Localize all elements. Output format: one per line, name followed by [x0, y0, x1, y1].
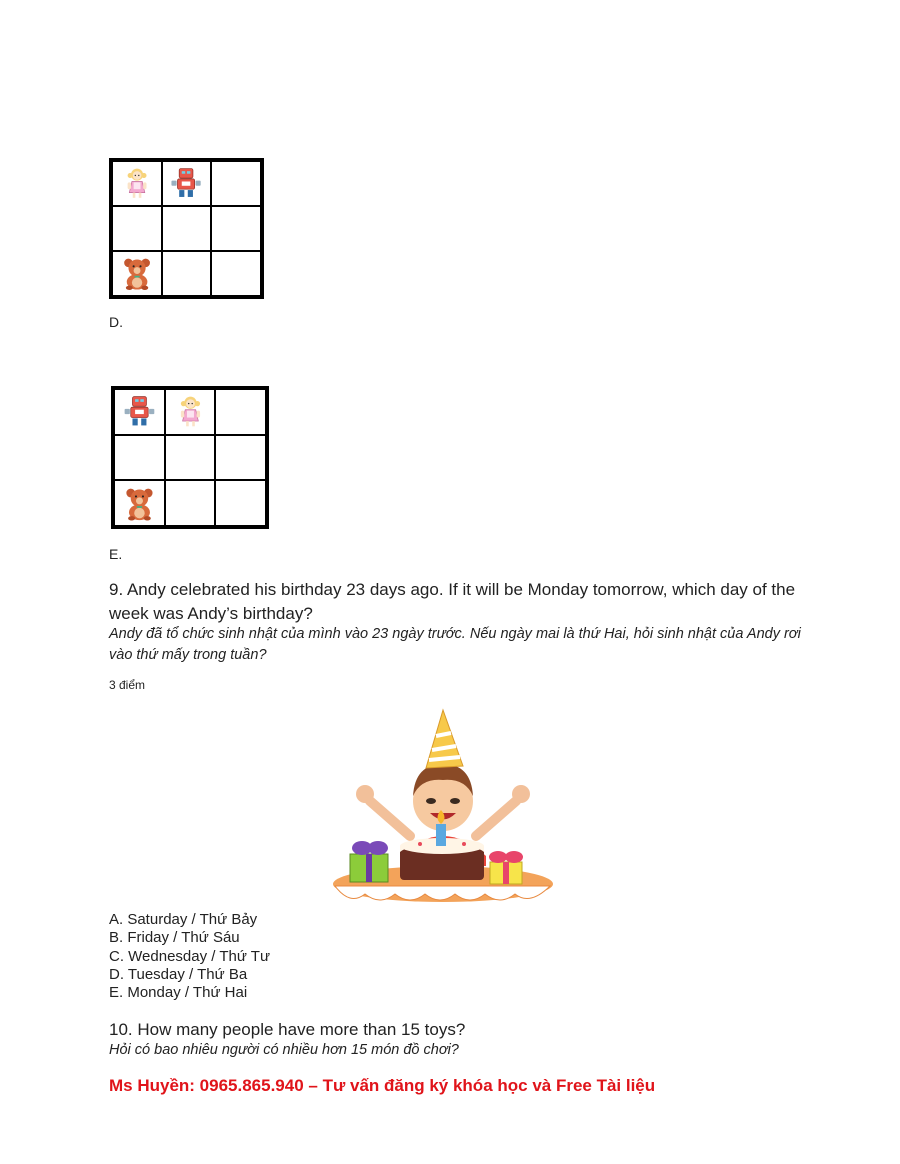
question-10-subtitle: Hỏi có bao nhiêu người có nhiều hơn 15 món đồ chơi?: [109, 1042, 459, 1058]
grid-cell-empty: [165, 435, 216, 481]
robot-icon: [120, 394, 159, 429]
question-9-points: 3 điểm: [109, 678, 146, 692]
grid-cell-empty: [215, 389, 266, 435]
grid-cell-robot: [162, 161, 212, 206]
grid-cell-empty: [162, 251, 212, 296]
question-9-subtitle: Andy đã tổ chức sinh nhật của mình vào 23 ngày trước. Nếu ngày mai là thứ Hai, hỏi sinh nhật của Andy rơi vào thứ mấy trong tuần?: [109, 626, 801, 663]
grid-cell-empty: [165, 480, 216, 526]
grid-cell-doll: [165, 389, 216, 435]
question-9-title: 9. Andy celebrated his birthday 23 days ago. If it will be Monday tomorrow, which day of the week was Andy’s birthday?: [109, 580, 796, 623]
grid-cell-robot: [114, 389, 165, 435]
option-e-grid: [111, 386, 269, 529]
birthday-boy-illustration: [330, 706, 556, 908]
answer-d[interactable]: D. Tuesday / Thứ Ba: [109, 965, 248, 983]
grid-cell-empty: [162, 206, 212, 251]
doll-icon: [171, 394, 210, 429]
footer-contact: Ms Huyền: 0965.865.940 – Tư vấn đăng ký khóa học và Free Tài liệu: [109, 1076, 656, 1095]
answer-a[interactable]: A. Saturday / Thứ Bảy: [109, 911, 258, 928]
question-9-answers: [109, 911, 270, 1002]
grid-cell-bear: [114, 480, 165, 526]
grid-cell-bear: [112, 251, 162, 296]
grid-cell-empty: [211, 251, 261, 296]
question-10-title: 10. How many people have more than 15 toys?: [109, 1020, 466, 1039]
option-e-label[interactable]: E.: [109, 546, 123, 562]
grid-cell-empty: [215, 480, 266, 526]
teddy-bear-icon: [118, 256, 156, 290]
answer-e[interactable]: E. Monday / Thứ Hai: [109, 984, 248, 1002]
answer-b[interactable]: B. Friday / Thứ Sáu: [109, 929, 240, 947]
grid-cell-empty: [211, 206, 261, 251]
option-d-grid: [109, 158, 264, 299]
answer-c[interactable]: C. Wednesday / Thứ Tư: [109, 947, 270, 965]
doll-icon: [118, 166, 156, 200]
grid-cell-empty: [211, 161, 261, 206]
grid-cell-doll: [112, 161, 162, 206]
grid-cell-empty: [112, 206, 162, 251]
teddy-bear-icon: [120, 486, 159, 521]
option-d-label[interactable]: D.: [109, 314, 123, 330]
grid-cell-empty: [215, 435, 266, 481]
robot-icon: [167, 166, 205, 200]
grid-cell-empty: [114, 435, 165, 481]
